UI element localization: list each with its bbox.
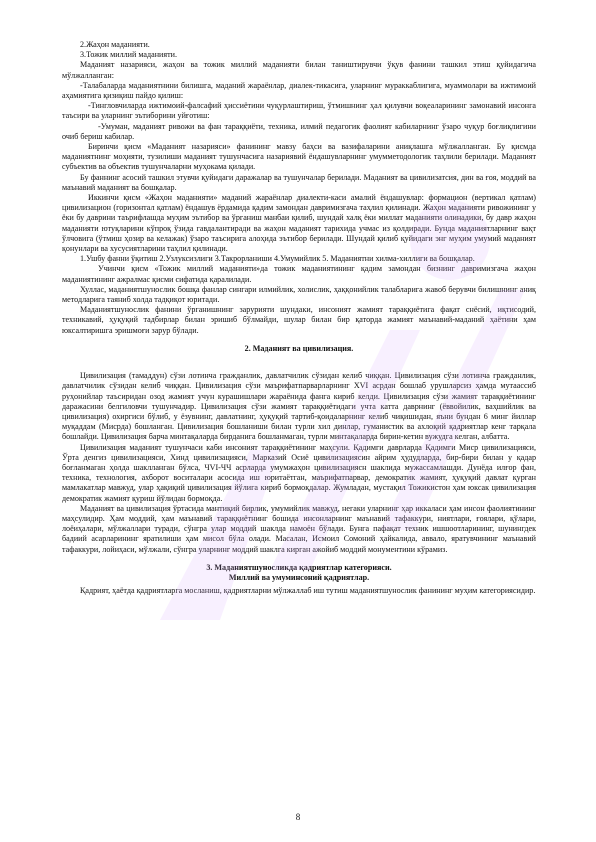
paragraph: -Тингловчиларда ижтимоий-фалсафий ҳиссиётини чуқурлаштириш, ўтмишнинг ҳал қилувчи воқеаларининг замонавий инсонга таъсири ва уларнинг эътиборини уйғотиш: (62, 101, 536, 121)
paragraph: -Умуман, маданият ривожи ва фан тараққиёти, техника, илмий педагогик фаолият кабиларнинг ўзаро чуқур боғлиқлигини очиб бериш кабилар. (62, 121, 536, 141)
list-line-2: 3.Тожик миллий маданияти. (80, 50, 177, 60)
paragraph: 1.Ушбу фанни ўқитиш 2.Узлуксизлиги 3.Такрорланиши 4.Умумийлик 5. Маданиятни хилма-хиллиги ва бошқалар. (80, 254, 475, 264)
paragraph: Цивилизация маданият тушунчаси каби инсоният тараққиётининг маҳсули. Қадимги даврларда Қадимги Миср цивилизацияси, Ўрта денгиз цивилизацияси, Хинд цивилизацияси, Марказий Осиё цивилизациясин айрим ҳудудларда, бир-бири билан у қадар боғланмаган ҳолда шаклланган бўлса, ЧVI-ЧЧ асрларда умумжаҳон цивилизациясн шаклида мужассамлашди. Дунёда илғор фан, техника, технология, ахборот воситалари асосида иш юритаётган, маърифатпарвар, демократик жамият, ҳуқуқий давлат қурган мамлакатлар мавжуд, улар ҳақиқий цивилизация йўлига кириб бормоқдалар. Жумладан, мустақил Тожикистон ҳам юксак цивилизация демократик жамият қуриш йўлидан бормоқда. (62, 442, 536, 503)
paragraph: Биринчи қисм «Маданият назарияси» фанининг мавзу баҳси ва вазифаларини аниқлашга мўлжалланган. Бу қисмда маданиятнинг моҳияти, тузилиши маданият тушунчасига назариявий ёндашувларнинг умумметодологик таҳлили берилади. Маданият субъектив ва объектив тушунчаларни муҳокама қилади. (62, 142, 536, 172)
paragraph: Иккинчи қисм «Жаҳон маданияти» маданий жараёнлар диалекти-каси амалий ёндашувлар: формацион (вертикал қатлам) цивилизацион (горизонтал қатлам) ёндашув ёрдамида қадим замондан давримизгача таҳлил қилинади. Жаҳон маданияти ривожининг у ёки бу даврини таърифлашда муҳим эътибор ва ўрганиш манбаи қилиб, шундай халқ ёки миллат маданияти олинадики, бу давр жаҳон маданияти ютуқларини кўпроқ ўзида гавдалантиради ва жаҳон маданият тарихида учмас из қолдиради. Бунда маданиятларнинг вақт ўлчовига (ўтмиш ҳозир ва келажак) ўзаро таъсирига алоҳида эътибор берилади. Шундай қилиб қуйидаги энг муҳим умумий маданият қонунлари ва хусусиятларини таҳлил қилинади. (62, 193, 536, 254)
paragraph: Маданият назарияси, жаҳон ва тожик миллий маданияти билан таништирувчи ўқув фанини ташкил этиш қуйидагича мўлжалланган: (62, 60, 536, 80)
paragraph: Маданият ва цивилизация ўртасида мантиқий бирлик, умумийлик мавжуд, негаки уларнинг ҳар иккаласи ҳам инсон фаолиятининг маҳсулидир. Ҳам моддий, ҳам маънавий тараққиётнинг бошида инсонларнинг маънавий тафаккури, ниятлари, ғоялари, қўлари, лоёиҳалари, мўлжаллари туради, сўнгра улар моддий шаклда намоён бўлади. Бунга пафақат техник ишшоотларининг, шунингдек бадиий асарларининг яратилиши ҳам мисол бўла олади. Масалан, Исмоил Сомоний ҳайкалида, аввало, яратувчининг маънавий тафаккури, лойиҳаси, мўлжали, сўнгра уларнинг моддий шаклга кирган ажойиб моддий монументини кўрамиз. (62, 503, 536, 554)
section-heading-2: 2. Маданият ва цивилизация. (244, 343, 354, 353)
paragraph: Учинчи қисм «Тожик миллий маданияти»да тожик маданиятининг қадим замондан бизнинг давримизгача жаҳон маданиятининг ажралмас қисми сифатида қаралилади. (62, 264, 536, 284)
paragraph: Маданиятшунослик фанини ўрганишнинг зарурияти шундаки, инсоният жамият тараққиётига фақат снёсий, иқтисодий, техникавий, ҳуқуқий тадбирлар билан эришиб бўлмайди, шулар билан бир қаторда жамият маънавий-маданий ҳаётини ҳам юксалтиришга эришмоғи зарур бўлади. (62, 305, 536, 335)
section-subheading-3: Миллий ва умуминсоний қадриятлар. (228, 572, 370, 582)
section-heading-3: 3. Маданиятшуносликда қадриятлар категорияси. (206, 562, 392, 572)
document-page (62, 40, 536, 596)
paragraph: Цивилизация (тамаддун) сўзи лотинча гражданлик, давлатчилик сўзидан келиб чиққан. Цивилизация сўзи лотинча гражданлик, давлатчилик сўзидан келиб чиққан. Цивилизация сўзи маърифатпарварларнинг XVI асрдан бошлаб урушларсиз ҳамда мутаассиб руҳонийлар таъсиридан озод жамият учун курашишлари жараёнида фанга кириб келди. Цивилизация сўзи жамият тараққиётининг даражасини белгиловчи тушунчадир. Цивилизация сўзи жамият тараққиётидаги учта катта даврнинг (ёввойилик, ваҳшийлик ва цивилизация) охиргиси бўлиб, у ёзувнинг, давлатнинг, ҳуқуқий тартиб-қоидаларнинг келиб чиқишидан, яъни бундан 6 минг йиллар муқаддам (Мисрда) бошланган. Цивилизация бошланиши билан турли хил динлар, гуманистик ва ахлоқий қадриятлар кенг тарқала бошлайди. Цивилизация барча минтақаларда бирданига бошланмаган, турли минтақаларда бирин-кетин вужудга келган, албатта. (62, 371, 536, 442)
list-line-1: 2.Жаҳон маданияти. (80, 40, 150, 49)
paragraph: Қадрият, ҳаётда қадриятларга мосланиш, қадриятларни мўлжаллаб иш тутиш маданиятшунослик фанининг муҳим категорияcидир. (80, 586, 536, 596)
paragraph: Хуллас, маданиятшунослик бошқа фанлар сингари илмийлик, холислик, ҳаққонийлик талабларига жавоб берувчи билишнинг аниқ методларига таяниб холда тадқиқот юритади. (62, 284, 536, 305)
page-number: 8 (295, 812, 301, 822)
paragraph: -Талабаларда маданиятнини билишга, маданий жараёнлар, диалек-тикасига, уларнинг мураккаблигига, муаммолари ва ижтимоий аҳамиятига қизиқиш пайдо қилиш: (62, 80, 536, 101)
paragraph: Бу фаннинг асосий ташкил этувчи қуйидаги даражалар ва тушунчалар берилади. Маданият ва цивилизатсия, дин ва ғоя, моддий ва маънавий маданият ва бошқалар. (62, 172, 536, 192)
